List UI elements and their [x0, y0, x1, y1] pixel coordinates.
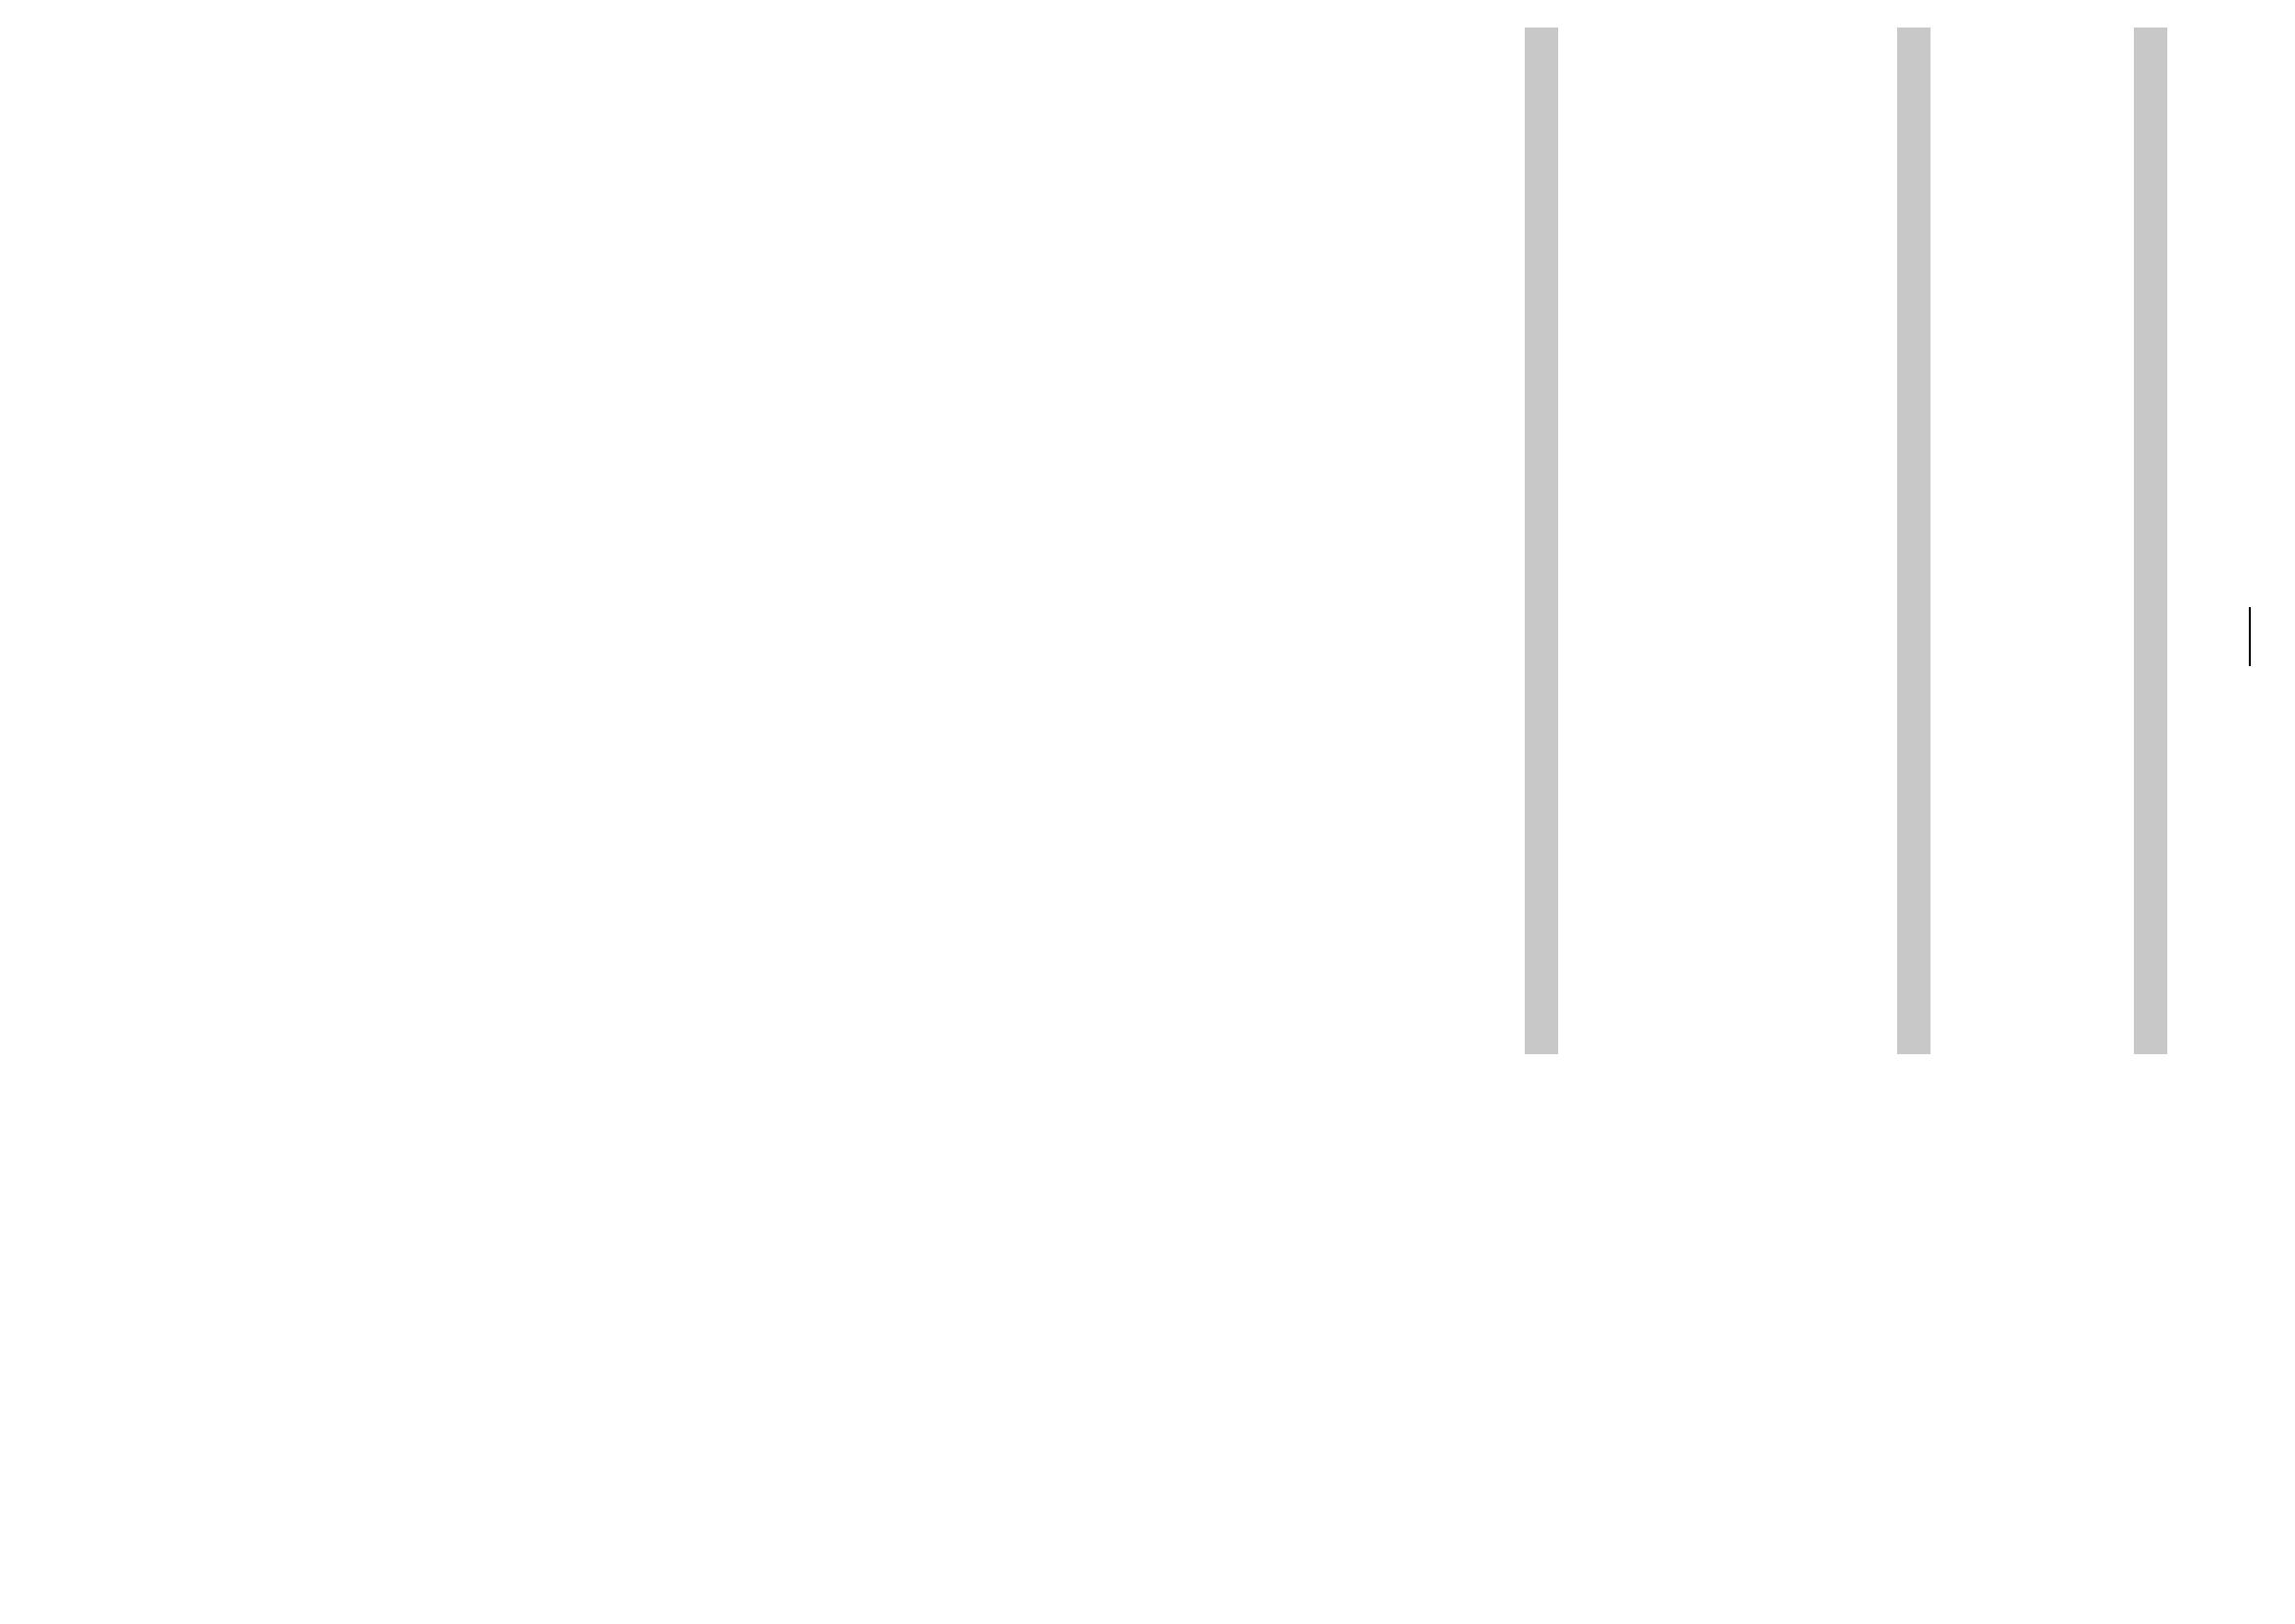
section2-title [1525, 28, 1558, 1054]
section3-title [1897, 28, 1931, 1054]
week-range [2223, 607, 2254, 666]
section1-title [2134, 28, 2167, 1054]
